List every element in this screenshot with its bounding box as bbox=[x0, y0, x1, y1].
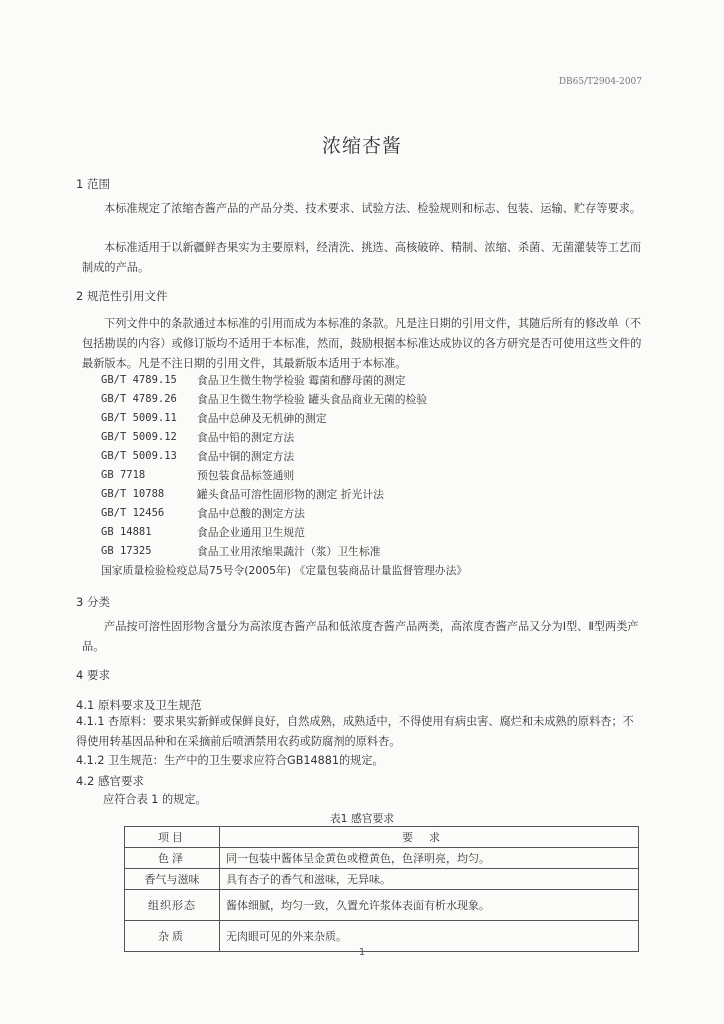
reference-code: GB/T 4789.26 bbox=[101, 393, 177, 405]
table-cell-requirement: 具有杏子的香气和滋味，无异味。 bbox=[220, 869, 639, 890]
reference-code: GB/T 10788 bbox=[101, 488, 165, 500]
table-header-cell: 项目 bbox=[125, 827, 220, 848]
reference-code: GB/T 5009.11 bbox=[101, 412, 177, 424]
reference-title: 罐头食品可溶性固形物的测定 折光计法 bbox=[197, 488, 384, 501]
section-1-heading: 1 范围 bbox=[76, 177, 110, 191]
table-cell-requirement: 同一包装中酱体呈金黄色或橙黄色，色泽明亮，均匀。 bbox=[220, 848, 639, 869]
table-cell-requirement: 酱体细腻，均匀一致，久置允许浆体表面有析水现象。 bbox=[220, 890, 639, 921]
clause-4-1-2: 4.1.2 卫生规范：生产中的卫生要求应符合GB14881的规定。 bbox=[76, 754, 384, 767]
reference-title: 食品工业用浓缩果蔬汁（浆）卫生标准 bbox=[197, 545, 381, 558]
table-header-cell: 要求 bbox=[220, 827, 639, 848]
table-row bbox=[125, 890, 639, 921]
reference-title: 食品中铅的测定方法 bbox=[197, 431, 295, 444]
table-row bbox=[125, 869, 639, 890]
reference-title: 食品企业通用卫生规范 bbox=[197, 526, 305, 539]
section-3-heading: 3 分类 bbox=[76, 595, 110, 609]
section-1-paragraph-2: 本标准适用于以新疆鲜杏果实为主要原料，经清洗、挑选、高核破碎、精制、浓缩、杀菌、无菌灌装等工艺而制成的产品。 bbox=[82, 241, 642, 274]
table-cell-requirement: 无肉眼可见的外来杂质。 bbox=[220, 921, 639, 952]
table-cell-item: 色泽 bbox=[125, 848, 220, 869]
document-title: 浓缩杏酱 bbox=[321, 135, 402, 157]
reference-regulation: 国家质量检验检疫总局75号令(2005年) 《定量包装商品计量监督管理办法》 bbox=[101, 564, 468, 577]
reference-title: 食品中总砷及无机砷的测定 bbox=[197, 412, 327, 425]
reference-code: GB 7718 bbox=[101, 469, 146, 481]
page-number: 1 bbox=[358, 947, 366, 958]
section-1-paragraph-1: 本标准规定了浓缩杏酱产品的产品分类、技术要求、试验方法、检验规则和标志、包装、运输、贮存等要求。 bbox=[104, 202, 642, 215]
reference-title: 食品卫生微生物学检验 霉菌和酵母菌的测定 bbox=[197, 374, 406, 387]
section-4-heading: 4 要求 bbox=[76, 668, 110, 682]
reference-title: 食品卫生微生物学检验 罐头食品商业无菌的检验 bbox=[197, 393, 428, 406]
section-3-paragraph: 产品按可溶性固形物含量分为高浓度杏酱产品和低浓度杏酱产品两类，高浓度杏酱产品又分为Ⅰ型、Ⅱ型两类产品。 bbox=[82, 620, 639, 653]
reference-code: GB 14881 bbox=[101, 526, 152, 538]
table-header-row bbox=[125, 827, 639, 848]
sensory-requirements-table bbox=[124, 826, 639, 952]
reference-code: GB/T 5009.12 bbox=[101, 431, 177, 443]
reference-code: GB/T 5009.13 bbox=[101, 450, 177, 462]
table-row bbox=[125, 848, 639, 869]
subsection-4-1-heading: 4.1 原料要求及卫生规范 bbox=[76, 698, 202, 712]
subsection-4-2-text: 应符合表 1 的规定。 bbox=[103, 793, 207, 806]
reference-title: 食品中铜的测定方法 bbox=[197, 450, 295, 463]
section-2-paragraph: 下列文件中的条款通过本标准的引用而成为本标准的条款。凡是注日期的引用文件，其随后所有的修改单（不包括勘误的内容）或修订版均不适用于本标准，然而，鼓励根据本标准达成协议的各方研究是否可使用这些文件的最新版本。凡是不注日期的引用文件，其最新版本适用于本标准。 bbox=[82, 317, 642, 370]
table-cell-item: 组织形态 bbox=[125, 890, 220, 921]
section-2-heading: 2 规范性引用文件 bbox=[76, 289, 168, 303]
reference-title: 预包装食品标签通则 bbox=[197, 469, 295, 482]
table-cell-item: 杂质 bbox=[125, 921, 220, 952]
standard-code: DB65/T2904-2007 bbox=[558, 77, 642, 87]
clause-4-1-1: 4.1.1 杏原料：要求果实新鲜或保鲜良好，自然成熟，成熟适中，不得使用有病虫害、腐烂和未成熟的原料杏；不得使用转基因品种和在采摘前后喷洒禁用农药或防腐剂的原料杏。 bbox=[76, 715, 634, 748]
table-cell-item: 香气与滋味 bbox=[125, 869, 220, 890]
reference-title: 食品中总酸的测定方法 bbox=[197, 507, 305, 520]
reference-code: GB/T 12456 bbox=[101, 507, 165, 519]
subsection-4-2-heading: 4.2 感官要求 bbox=[76, 774, 144, 788]
table-caption: 表1 感官要求 bbox=[329, 812, 395, 825]
reference-code: GB/T 4789.15 bbox=[101, 374, 177, 386]
reference-code: GB 17325 bbox=[101, 545, 152, 557]
